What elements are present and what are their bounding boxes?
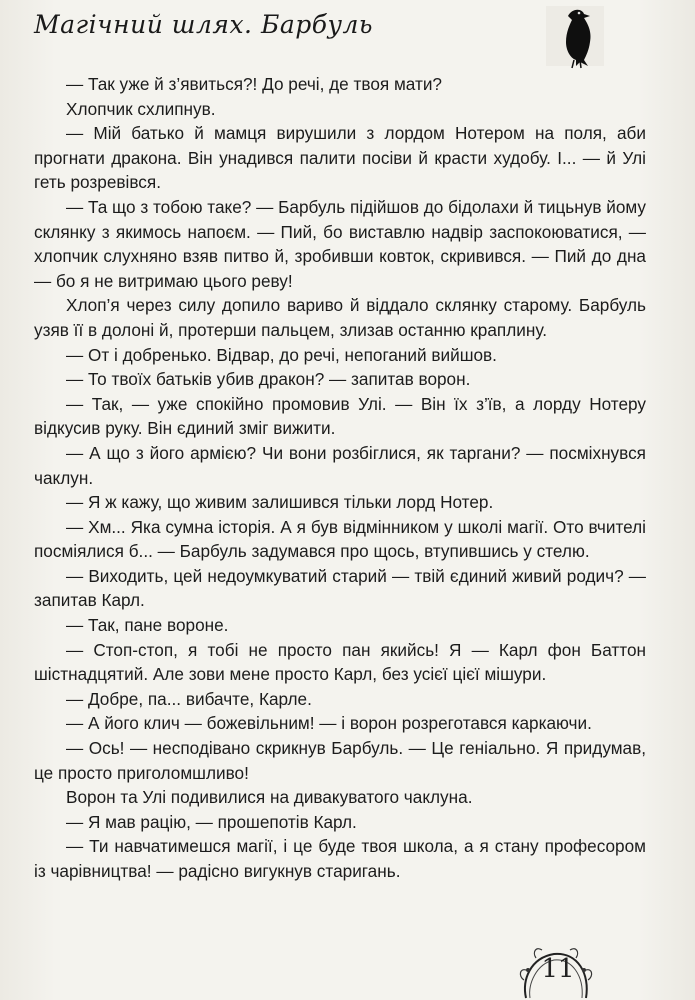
paragraph: — Ти навчатимешся магії, і це буде твоя школа, а я стану професором із чарівництва! — радісно вигукнув старигань. (34, 836, 646, 881)
raven-icon (546, 2, 606, 72)
paragraph: — Хм... Яка сумна історія. А я був відмінником у школі магії. Ото вчителі посміялися б... — Барбуль задумався про щось, втупившись у стелю. (34, 516, 646, 562)
body-text (34, 72, 646, 884)
paragraph: — То твоїх батьків убив дракон? — запитав ворон. (66, 369, 471, 390)
paragraph: — Так, пане вороне. (66, 615, 229, 636)
paragraph: — Я мав рацію, — прошепотів Карл. (66, 811, 357, 832)
paragraph: — От і добренько. Відвар, до речі, непоганий вийшов. (66, 344, 497, 365)
paragraph: — А його клич — божевільним! — і ворон розреготався каркаючи. (66, 713, 592, 734)
paragraph: — Виходить, цей недоумкуватий старий — твій єдиний живий родич? — запитав Карл. (34, 565, 646, 611)
paragraph: — Та що з тобою таке? — Барбуль підійшов до бідолахи й тицьнув йому склянку з якимось напоєм. — Пий, бо виставлю надвір заспокоюватися, — хлопчик слухняно взяв питво й, зробивши ковток, скривився. — Пий до дна — бо я не витримаю цього реву! (34, 196, 646, 291)
page-number: 11 (541, 954, 575, 984)
paragraph: — Добре, па... вибачте, Карле. (66, 688, 312, 709)
paragraph: Хлопчик схлипнув. (66, 98, 216, 119)
paragraph: — Так уже й з’явиться?! До речі, де твоя мати? (66, 74, 442, 94)
paragraph: Ворон та Улі подивилися на дивакуватого чаклуна. (66, 787, 473, 808)
paragraph: — Стоп-стоп, я тобі не просто пан якийсь! Я — Карл фон Баттон шістнадцятий. Але зови мене просто Карл, без усієї цієї мішури. (34, 639, 646, 685)
paragraph: — Ось! — несподівано скрикнув Барбуль. — Це геніально. Я придумав, це просто приголомшливо! (34, 738, 646, 783)
paragraph: — Я ж кажу, що живим залишився тільки лорд Нотер. (66, 492, 494, 513)
running-title: Магічний шлях. Барбуль (34, 10, 374, 39)
paragraph: — Так, — уже спокійно промовив Улі. — Він їх з’їв, а лорду Нотеру відкусив руку. Він єдиний зміг вижити. (34, 393, 646, 439)
paragraph: — А що з його армією? Чи вони розбіглися, як таргани? — посміхнувся чаклун. (34, 442, 646, 488)
paragraph: Хлоп’я через силу допило вариво й віддало склянку старому. Барбуль узяв її в долоні й, протерши пальцем, злизав останню краплину. (34, 295, 646, 340)
paragraph: — Мій батько й мамця вирушили з лордом Нотером на поля, аби прогнати дракона. Він унадився палити посіви й красти худобу. І... — й Улі геть розревівся. (34, 123, 646, 193)
